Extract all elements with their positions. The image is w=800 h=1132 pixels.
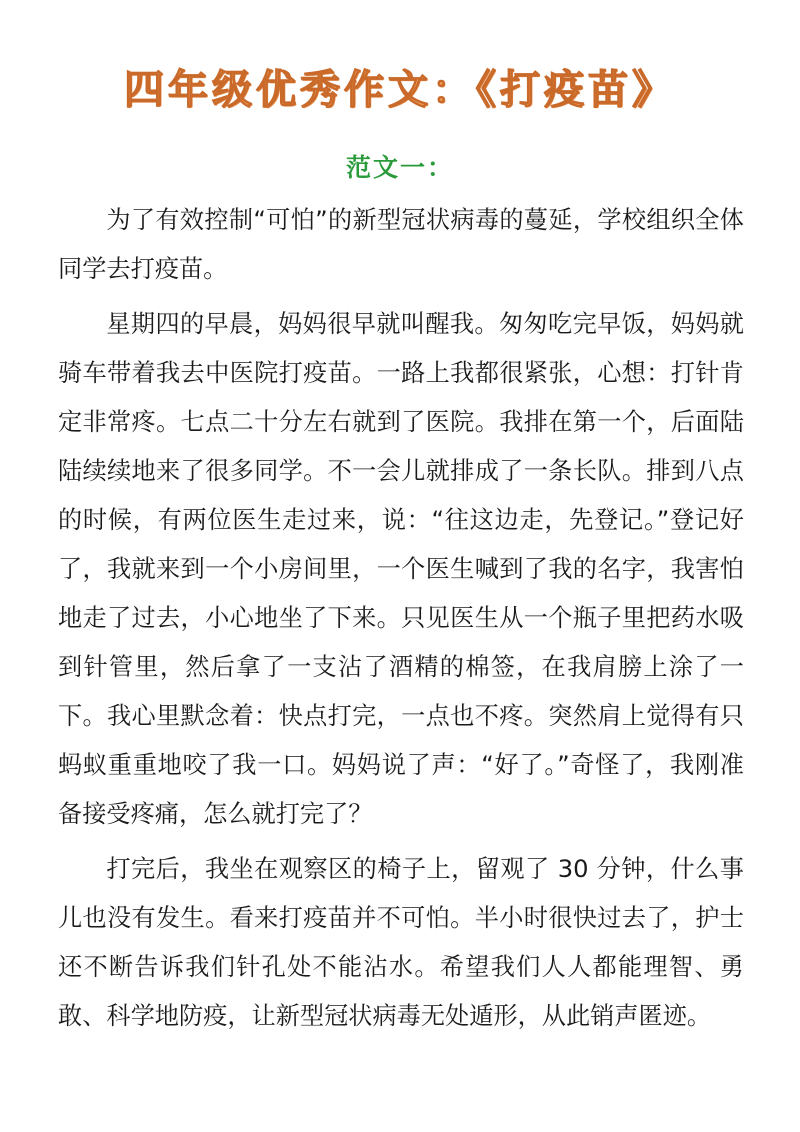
page-title: 四年级优秀作文：《打疫苗》: [124, 67, 676, 113]
essay-body: [58, 196, 744, 1047]
paragraph-1: 为了有效控制“可怕”的新型冠状病毒的蔓延，学校组织全体同学去打疫苗。: [58, 206, 744, 283]
paragraph-2: 星期四的早晨，妈妈很早就叫醒我。匆匆吃完早饭，妈妈就骑车带着我去中医院打疫苗。一路上我都很紧张，心想：打针肯定非常疼。七点二十分左右就到了医院。我排在第一个，后面陆陆续续地来了很多同学。不一会儿就排成了一条长队。排到八点的时候，有两位医生走过来，说：“往这边走，先登记。”登记好了，我就来到一个小房间里，一个医生喊到了我的名字，我害怕地走了过去，小心地坐了下来。只见医生从一个瓶子里把药水吸到针管里，然后拿了一支沾了酒精的棉签，在我肩膀上涂了一下。我心里默念着：快点打完，一点也不疼。突然肩上觉得有只蚂蚁重重地咬了我一口。妈妈说了声：“好了。”奇怪了，我刚准备接受疼痛，怎么就打完了？: [58, 310, 744, 828]
paragraph-3: 打完后，我坐在观察区的椅子上，留观了 30 分钟，什么事儿也没有发生。看来打疫苗并不可怕。半小时很快过去了，护士还不断告诉我们针孔处不能沾水。希望我们人人都能理智、勇敢、科学地防疫，让新型冠状病毒无处遁形，从此销声匿迹。: [58, 855, 744, 1030]
section-subtitle: 范文一：: [345, 153, 454, 182]
